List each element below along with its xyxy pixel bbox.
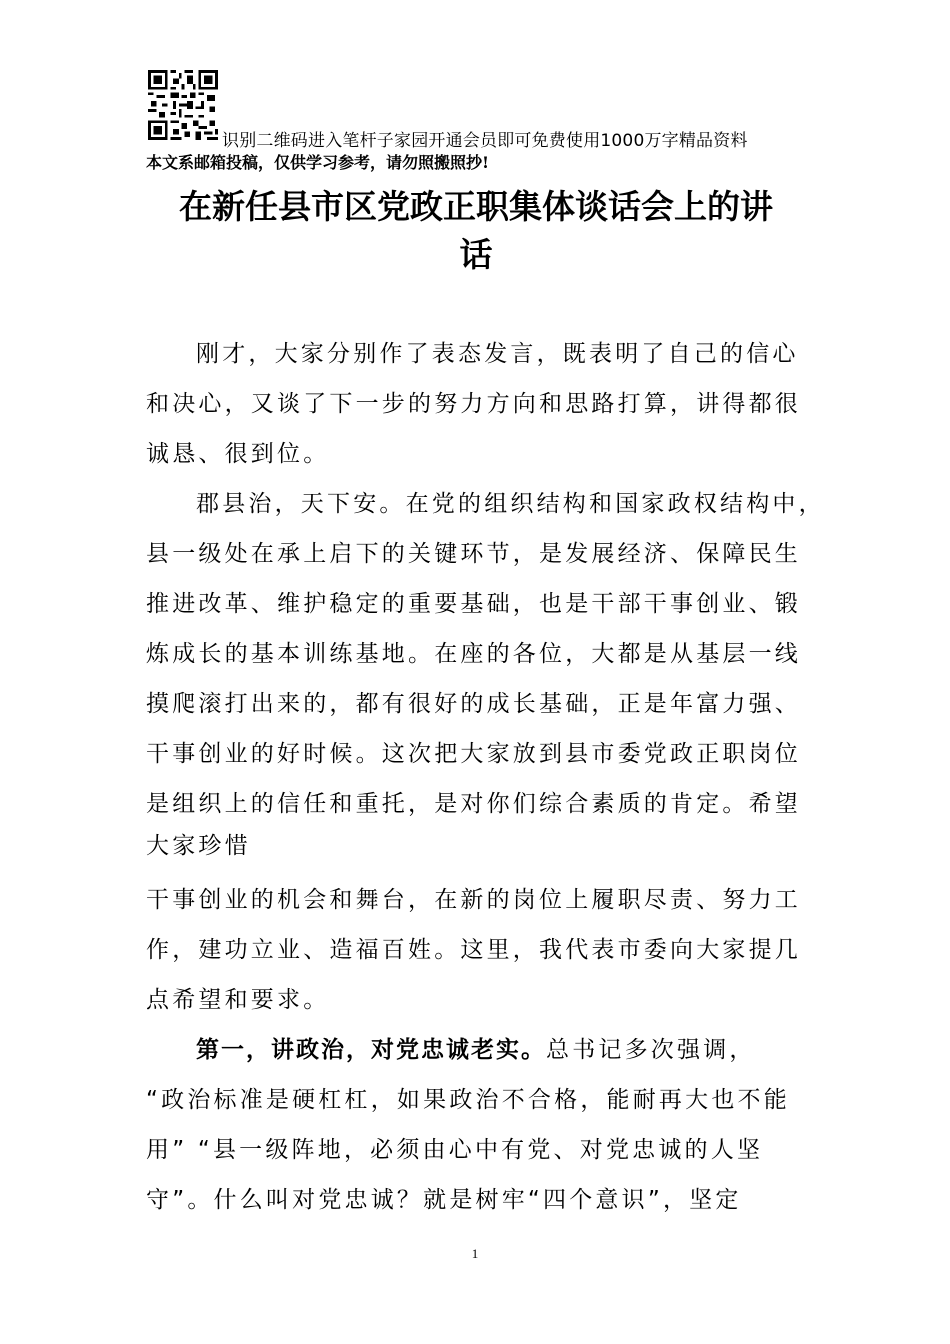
body-line: 推进改革、维护稳定的重要基础，也是干部干事创业、锻 [146, 591, 801, 617]
body-line: “政治标准是硬杠杠，如果政治不合格，能耐再大也不能 [146, 1087, 790, 1113]
body-line: 守”。什么叫对党忠诚？就是树牢“四个意识”，坚定 [146, 1187, 742, 1213]
membership-notice: 识别二维码进入笔杆子家园开通会员即可免费使用1000万字精品资料 [222, 131, 748, 151]
document-title-line-1: 在新任县市区党政正职集体谈话会上的讲 [179, 187, 773, 226]
section-1-heading: 第一，讲政治，对党忠诚老实。 [196, 1037, 546, 1063]
section-1-first-line [196, 1025, 856, 1075]
body-line: 摸爬滚打出来的，都有很好的成长基础，正是年富力强、 [146, 691, 801, 717]
section-1-text: 总书记多次强调， [546, 1037, 756, 1063]
body-line: 郡县治，天下安。在党的组织结构和国家政权结构中， [196, 491, 825, 517]
page-number: 1 [471, 1246, 479, 1261]
body-line: 和决心，又谈了下一步的努力方向和思路打算，讲得都很 [146, 391, 801, 417]
body-line: 点希望和要求。 [146, 987, 330, 1013]
body-line: 作，建功立业、造福百姓。这里，我代表市委向大家提几 [146, 937, 801, 963]
body-line: 是组织上的信任和重托，是对你们综合素质的肯定。希望 [146, 791, 801, 817]
disclaimer: 本文系邮箱投稿，仅供学习参考，请勿照搬照抄! [146, 153, 490, 172]
qr-code-icon [146, 70, 220, 140]
body-line: 刚才，大家分别作了表态发言，既表明了自己的信心 [196, 341, 799, 367]
body-line: 大家珍惜 [146, 833, 251, 859]
body-line: 诚恳、很到位。 [146, 441, 330, 467]
body-line: 炼成长的基本训练基地。在座的各位，大都是从基层一线 [146, 641, 801, 667]
document-title-line-2: 话 [459, 235, 493, 274]
body-line: 干事创业的机会和舞台，在新的岗位上履职尽责、努力工 [146, 887, 801, 913]
body-line: 县一级处在承上启下的关键环节，是发展经济、保障民生 [146, 541, 801, 567]
body-line: 用” “县一级阵地，必须由心中有党、对党忠诚的人坚 [146, 1137, 764, 1163]
body-line: 干事创业的好时候。这次把大家放到县市委党政正职岗位 [146, 741, 801, 767]
